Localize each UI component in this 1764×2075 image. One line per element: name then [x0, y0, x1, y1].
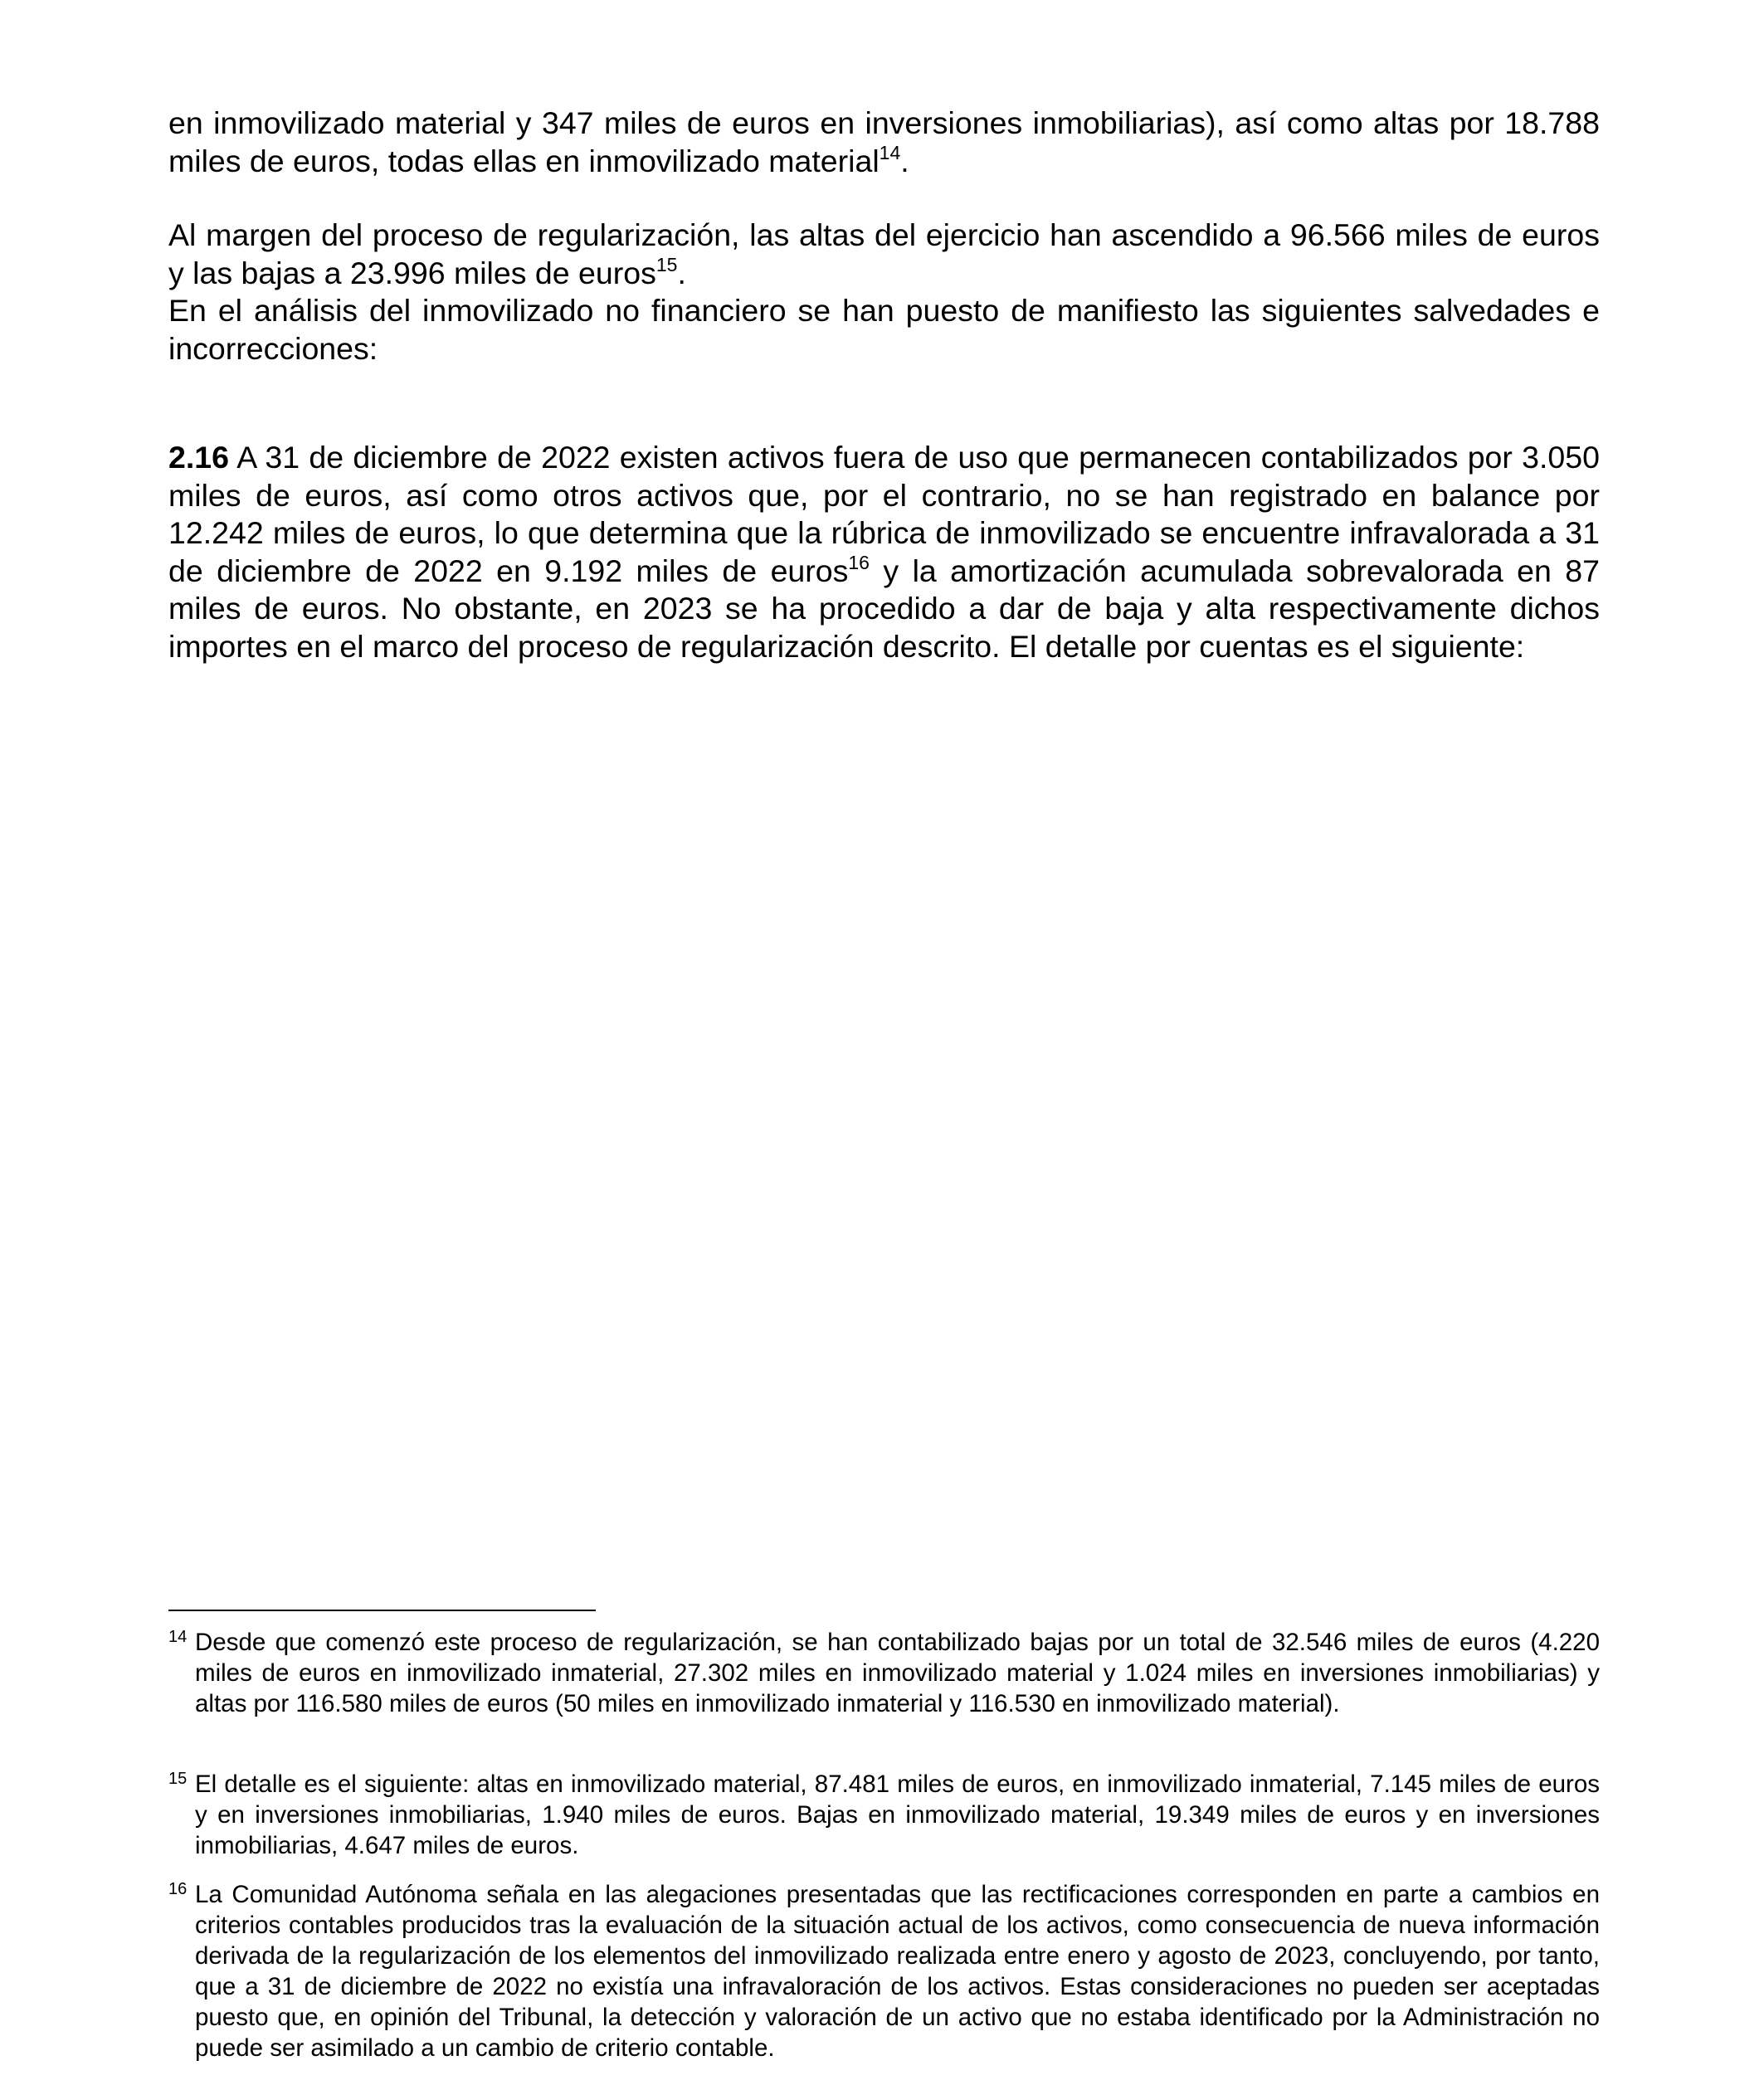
- footnote-text: Desde que comenzó este proceso de regularización, se han contabilizado bajas por un total de 32.546 miles de euros (4.220 miles de euros en inmovilizado inmaterial, 27.302 miles en inmovilizado material y 1.024 miles en inversiones inmobiliarias) y altas por 116.580 miles de euros (50 miles en inmovilizado inmaterial y 116.530 en inmovilizado material).: [195, 1629, 1600, 1717]
- footnote-16: [168, 1879, 1600, 2063]
- paragraph-text: Al margen del proceso de regularización, las altas del ejercicio han ascendido a 96.566 miles de euros y las bajas a 23.996 miles de euros: [168, 217, 1600, 290]
- footnote-separator: [168, 1610, 596, 1611]
- footnote-number: 15: [168, 1770, 188, 1788]
- paragraph-altas-regularizacion: [168, 105, 1600, 180]
- paragraph-end: .: [900, 143, 909, 178]
- paragraph-salvedades-intro: [168, 292, 1600, 368]
- footnote-number: 16: [168, 1880, 188, 1898]
- document-page: [168, 0, 1600, 2075]
- paragraph-end: .: [677, 255, 686, 290]
- paragraph-text-b: y la amortización acumulada sobrevalorada en 87 miles de euros. No obstante, en 2023 se ha procedido a dar de baja y alta respectivamente dichos importes en el marco del proceso de regularización descrito. El detalle por cuentas es el siguiente:: [168, 553, 1600, 664]
- footnote-ref-14[interactable]: 14: [879, 141, 901, 163]
- paragraph-text: en inmovilizado material y 347 miles de euros en inversiones inmobiliarias), así como altas por 18.788 miles de euros, todas ellas en inmovilizado material: [168, 105, 1600, 178]
- paragraph-altas-ejercicio: [168, 217, 1600, 292]
- footnote-14: [168, 1627, 1600, 1719]
- footnote-ref-15[interactable]: 15: [655, 253, 678, 275]
- paragraph-2-16: [168, 439, 1600, 665]
- footnote-15: [168, 1769, 1600, 1861]
- footnote-number: 14: [168, 1628, 188, 1646]
- footnote-ref-16[interactable]: 16: [848, 551, 870, 573]
- paragraph-text: En el análisis del inmovilizado no financiero se han puesto de manifiesto las siguientes salvedades e incorrecciones:: [168, 293, 1600, 366]
- footnote-text: La Comunidad Autónoma señala en las alegaciones presentadas que las rectificaciones corresponden en parte a cambios en criterios contables producidos tras la evaluación de la situación actual de los activos, como consecuencia de nueva información derivada de la regularización de los elementos del inmovilizado realizada entre enero y agosto de 2023, concluyendo, por tanto, que a 31 de diciembre de 2022 no existía una infravaloración de los activos. Estas consideraciones no pueden ser aceptadas puesto que, en opinión del Tribunal, la detección y valoración de un activo que no estaba identificado por la Administración no puede ser asimilado a un cambio de criterio contable.: [195, 1881, 1600, 2062]
- paragraph-text-a: A 31 de diciembre de 2022 existen activos fuera de uso que permanecen contabilizados por 3.050 miles de euros, así como otros activos que, por el contrario, no se han registrado en balance por 12.242 miles de euros, lo que determina que la rúbrica de inmovilizado se encuentre infravalorada a 31 de diciembre de 2022 en 9.192 miles de euros: [168, 440, 1600, 588]
- footnote-text: El detalle es el siguiente: altas en inmovilizado material, 87.481 miles de euros, en inmovilizado inmaterial, 7.145 miles de euros y en inversiones inmobiliarias, 1.940 miles de euros. Bajas en inmovilizado material, 19.349 miles de euros y en inversiones inmobiliarias, 4.647 miles de euros.: [195, 1771, 1600, 1859]
- paragraph-number: 2.16: [168, 440, 229, 475]
